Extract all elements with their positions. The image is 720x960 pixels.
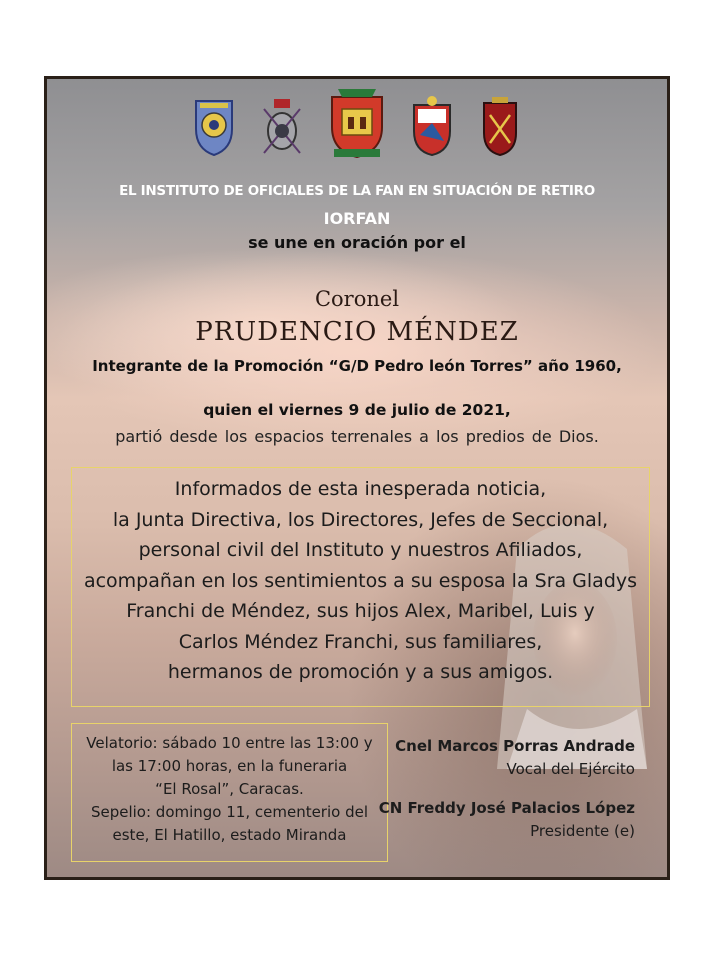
message-line: hermanos de promoción y a sus amigos. [167,661,554,683]
deceased-name: PRUDENCIO MÉNDEZ [195,317,519,347]
institute-acronym: IORFAN [323,209,391,228]
emblem-shield-blue-red-icon [410,95,454,157]
signatory-title: Presidente (e) [530,822,635,840]
institute-name: EL INSTITUTO DE OFICIALES DE LA FAN EN SITUACIÓN DE RETIRO [119,183,595,199]
services-line: este, El Hatillo, estado Miranda [112,826,347,844]
logo-row [47,95,667,159]
obituary-card [44,76,670,880]
funeral-services-box [71,723,388,862]
signature-block-1 [395,737,635,778]
promotion-line: Integrante de la Promoción “G/D Pedro león Torres” año 1960, [92,357,622,375]
services-line: Sepelio: domingo 11, cementerio del [90,803,369,821]
services-line: “El Rosal”, Caracas. [155,780,304,798]
message-line: Carlos Méndez Franchi, sus familiares, [178,630,543,653]
signatory-name: CN Freddy José Palacios López [378,799,635,817]
emblem-castle-coat-of-arms-icon [328,87,386,159]
message-line: Franchi de Méndez, sus hijos Alex, Maribel, Luis y [126,600,595,622]
services-line: las 17:00 horas, en la funeraria [111,757,348,775]
condolence-message-box [71,467,650,707]
deceased-rank: Coronel [314,287,400,311]
services-line: Velatorio: sábado 10 entre las 13:00 y [86,734,373,752]
signature-block-2 [379,799,635,840]
departed-line: partió desde los espacios terrenales a los predios de Dios. [115,427,599,446]
signatory-title: Vocal del Ejército [506,760,635,778]
emblem-shield-red-swords-icon [478,95,522,157]
message-line: personal civil del Instituto y nuestros Afiliados, [138,539,583,561]
emblem-shield-blue-icon [192,95,236,157]
emblem-crest-sword-icon [260,95,304,157]
message-line: la Junta Directiva, los Directores, Jefes de Seccional, [112,508,609,531]
signatory-name: Cnel Marcos Porras Andrade [395,737,635,755]
message-line: Informados de esta inesperada noticia, [174,478,547,500]
prayer-line: se une en oración por el [248,233,466,252]
death-date: quien el viernes 9 de julio de 2021, [203,401,511,419]
message-line: acompañan en los sentimientos a su esposa la Sra Gladys [83,569,638,592]
